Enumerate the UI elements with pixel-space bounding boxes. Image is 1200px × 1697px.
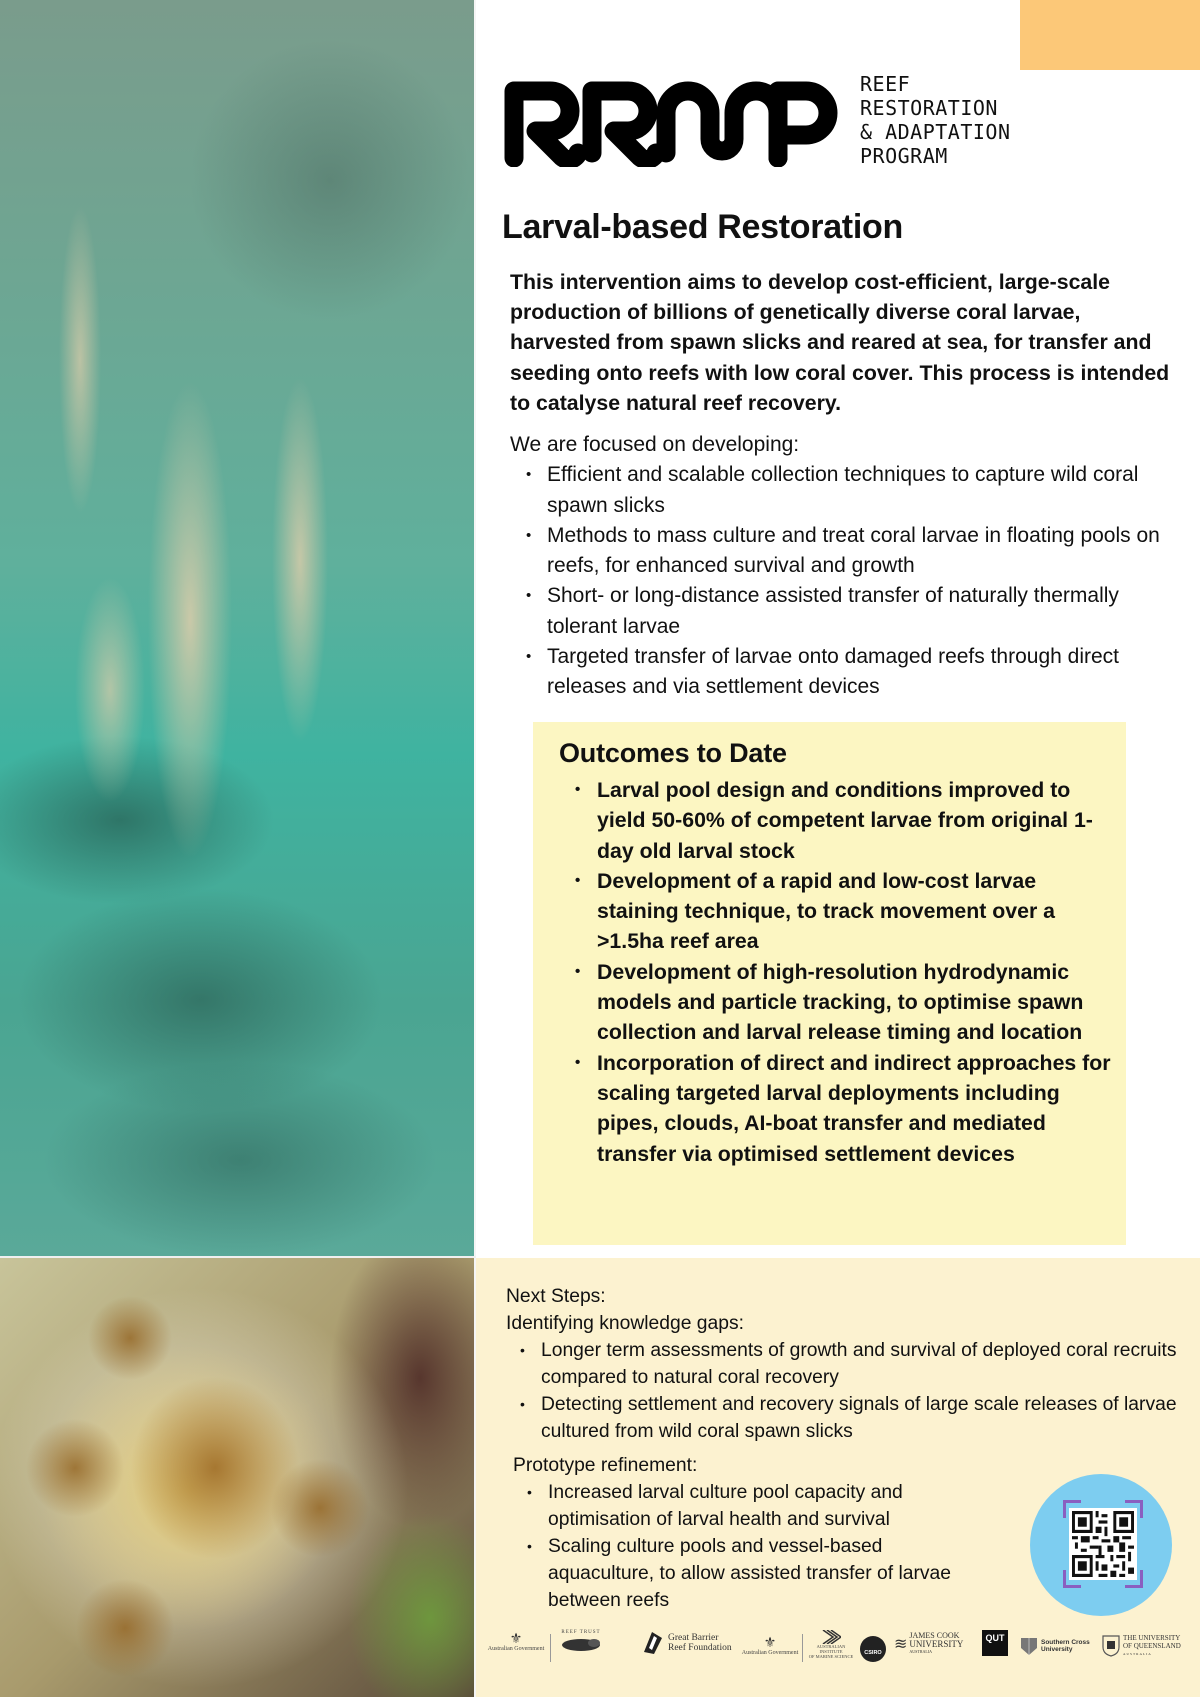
page-title: Larval-based Restoration [502,208,903,246]
csiro-badge-icon: CSIRO [860,1636,886,1662]
list-item [510,581,1180,642]
logo-text-line: PROGRAM [860,144,948,168]
bullet-icon: • [520,1342,525,1358]
list-item [559,1048,1119,1169]
gbrf-logo [640,1630,732,1656]
list-item [559,775,1119,866]
logo-text [668,1633,732,1653]
list-item-text: Targeted transfer of larvae onto damaged reefs through direct releases and via settlement devices [547,645,1120,699]
accent-block [1020,0,1200,70]
rrap-logo [502,72,1011,168]
bullet-icon: • [526,526,532,544]
list-item-text: Scaling culture pools and vessel-based aquaculture, to allow assisted transfer of larvae between reefs [548,1536,951,1611]
list-item-text: Detecting settlement and recovery signals of large scale releases of larvae cultured from wild coral spawn slicks [541,1394,1177,1442]
logo-text: Australian Government [741,1650,799,1656]
qr-code-icon[interactable] [1069,1508,1137,1580]
list-item-text: Increased larval culture pool capacity and optimisation of larval health and survival [548,1482,903,1530]
logo-text-line: OF QUEENSLAND [1123,1642,1181,1650]
knowledge-gaps-heading: Identifying knowledge gaps: [506,1313,744,1334]
jcu-logo [894,1632,963,1656]
list-item [513,1479,993,1533]
logo-text-line: & ADAPTATION [860,120,1011,144]
coral-closeup-photo [0,1258,474,1697]
logo-text [808,1644,854,1659]
scu-logo [1020,1636,1090,1656]
logo-text-line: OF MARINE SCIENCE [808,1654,854,1659]
logo-text-line: JAMES COOK [909,1631,960,1640]
logo-text [1123,1634,1181,1658]
logo-text-line: AUSTRALIAN INSTITUTE [816,1644,846,1654]
list-item-text: Methods to mass culture and treat coral larvae in floating pools on reefs, for enhanced survival and growth [547,523,1160,578]
turtle-whale-icon [560,1635,602,1653]
reef-trust-logo [556,1630,606,1653]
bullet-icon: • [527,1484,532,1500]
list-item [559,957,1119,1048]
qut-logo [982,1630,1008,1656]
list-item [510,521,1180,582]
logo-text-line: Great Barrier [668,1633,719,1643]
coat-of-arms-icon: ⚜ [509,1630,523,1646]
logo-text-line: REEF [860,72,911,96]
aims-logo [808,1630,854,1659]
list-item-text: Incorporation of direct and indirect approaches for scaling targeted larval deployments including pipes, clouds, AI-boat transfer and mediated transfer via optimised settlement devices [597,1050,1111,1166]
outcomes-box [533,722,1126,1245]
logo-divider [550,1634,551,1662]
focus-section [510,430,1180,703]
qut-badge-icon: QUT [982,1630,1008,1656]
bullet-icon: • [526,648,532,666]
aerial-photo [0,0,474,1256]
outcomes-list [559,775,1126,1169]
aus-gov-logo [488,1630,544,1652]
logo-text-line: AUSTRALIA [1123,1652,1152,1656]
csiro-logo [860,1636,886,1662]
focus-list [510,460,1180,702]
qr-code-pattern-icon [1072,1511,1134,1577]
bullet-icon: • [527,1538,532,1554]
logo-text-line: Southern Cross [1041,1639,1090,1646]
bullet-icon: • [526,466,532,484]
list-item-text: Efficient and scalable collection techniques to capture wild coral spawn slicks [547,463,1139,517]
uq-logo [1102,1634,1181,1658]
outcomes-heading: Outcomes to Date [559,738,787,768]
rrap-logo-mark-icon [502,73,844,167]
logo-text: Australian Government [487,1646,545,1652]
list-item-text: Larval pool design and conditions improved to yield 50-60% of competent larvae from original 1-day old larval stock [597,778,1093,863]
bullet-icon: • [575,1053,581,1071]
partner-logos [476,1630,1200,1670]
bullet-icon: • [526,587,532,605]
bullet-icon: • [575,962,581,980]
list-item [506,1337,1186,1391]
butterflyfish-icon [640,1630,664,1656]
scu-shield-icon [1020,1636,1038,1656]
logo-text-line: University [1041,1646,1073,1653]
photo-separator [0,1256,476,1258]
aims-chevron-icon [821,1630,841,1644]
uq-crest-icon [1102,1635,1120,1657]
next-steps-heading: Next Steps: [506,1286,606,1307]
bullet-icon: • [575,871,581,889]
logo-text [909,1632,963,1656]
logo-text-line: RESTORATION [860,96,998,120]
list-item [559,866,1119,957]
logo-text-line: THE UNIVERSITY [1123,1634,1181,1642]
jcu-crest-icon: ≋ [894,1636,908,1653]
list-item-text: Development of high-resolution hydrodynamic models and particle tracking, to optimise spawn collection and larval release timing and location [597,959,1084,1045]
list-item-text: Longer term assessments of growth and survival of deployed coral recruits compared to natural coral recovery [541,1340,1177,1388]
prototype-heading: Prototype refinement: [513,1455,698,1476]
list-item-text: Development of a rapid and low-cost larvae staining technique, to track movement over a >1.5ha reef area [597,868,1055,954]
knowledge-gaps-list [506,1337,1186,1445]
coat-of-arms-icon: ⚜ [763,1634,777,1650]
logo-text: REEF TRUST [561,1630,601,1635]
focus-heading: We are focused on developing: [510,433,800,456]
logo-text [860,72,1011,168]
aus-gov-logo-2 [742,1634,798,1656]
logo-text-line: AUSTRALIA [909,1649,933,1654]
prototype-list [513,1479,993,1614]
list-item [510,642,1180,703]
logo-text [1041,1639,1090,1653]
list-item [510,460,1180,521]
intro-paragraph: This intervention aims to develop cost-efficient, large-scale production of billions of genetically diverse coral larvae, harvested from spawn slicks and reared at sea, for transfer and seeding onto reefs with low coral cover. This process is intended to catalyse natural reef recovery. [510,270,1170,415]
logo-text-line: Reef Foundation [668,1643,732,1653]
logo-divider [802,1634,803,1662]
bullet-icon: • [575,781,581,798]
list-item [506,1391,1186,1445]
logo-text-line: UNIVERSITY [909,1639,964,1649]
list-item [513,1533,993,1614]
bullet-icon: • [520,1396,525,1412]
list-item-text: Short- or long-distance assisted transfer of naturally thermally tolerant larvae [547,584,1119,638]
